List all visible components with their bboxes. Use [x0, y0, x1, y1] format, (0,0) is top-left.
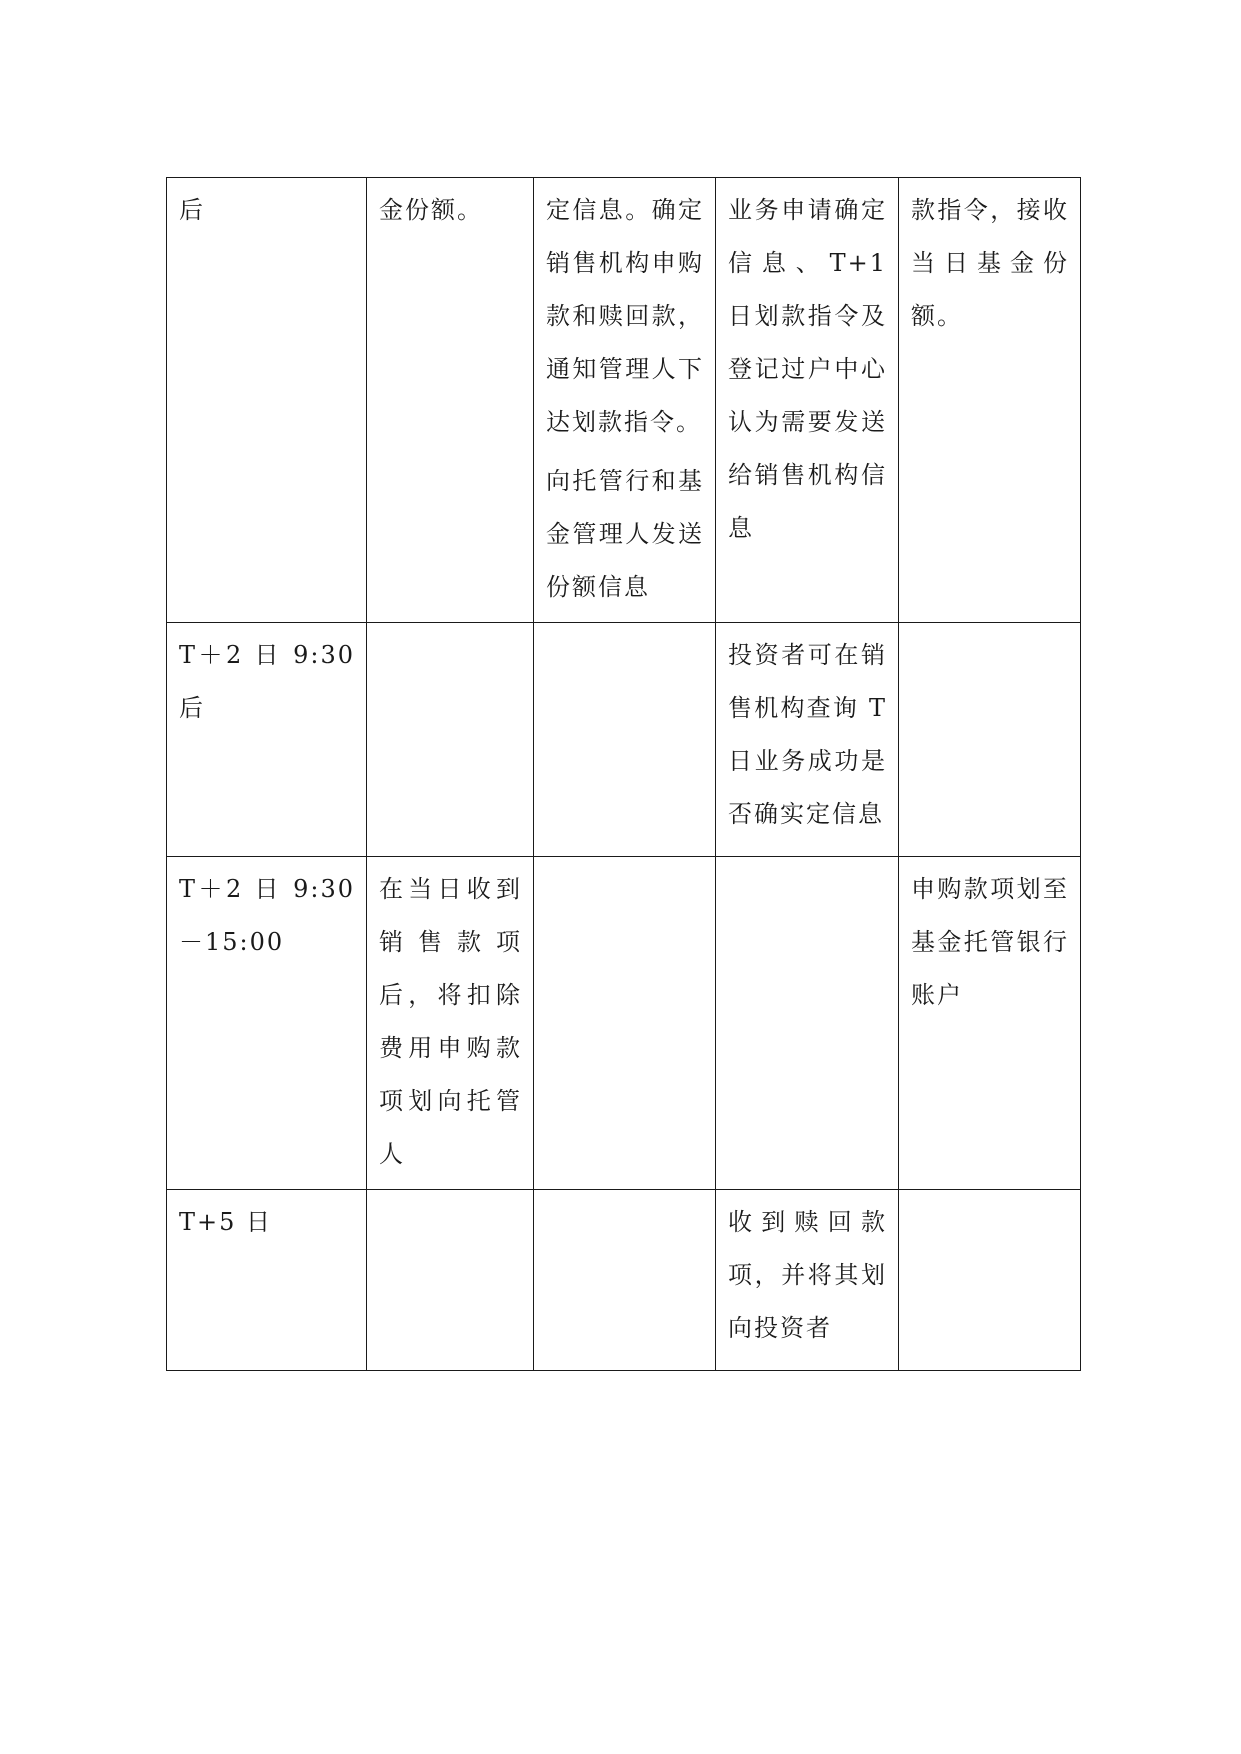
table-row [167, 623, 1081, 857]
table-cell [534, 1190, 716, 1371]
cell-text: T＋2 日 9:30－15:00 [179, 875, 355, 956]
table-cell [899, 178, 1081, 623]
table-cell [716, 857, 899, 1190]
time-cell [167, 178, 367, 623]
time-cell [167, 623, 367, 857]
table-cell [534, 857, 716, 1190]
cell-text: 后 [179, 196, 205, 224]
cell-text: 业务申请确定信息、T+1 日划款指令及登记过户中心认为需要发送给销售机构信息 [728, 196, 887, 542]
cell-text: 定信息。确定销售机构申购款和赎回款，通知管理人下达划款指令。 [546, 196, 704, 436]
cell-text: 申购款项划至基金托管银行账户 [911, 875, 1069, 1009]
time-cell [167, 857, 367, 1190]
cell-text: T+5 日 [179, 1208, 273, 1236]
cell-text: 向托管行和基金管理人发送份额信息 [546, 467, 704, 601]
table-cell [899, 1190, 1081, 1371]
table-row [167, 178, 1081, 623]
cell-text: 款指令，接收当日基金份额。 [911, 196, 1069, 330]
time-cell [167, 1190, 367, 1371]
table-cell [367, 857, 534, 1190]
table-cell [367, 1190, 534, 1371]
table-cell [899, 623, 1081, 857]
cell-text: 在当日收到销售款项后，将扣除费用申购款项划向托管人 [379, 875, 522, 1168]
table-cell [716, 1190, 899, 1371]
table-cell [367, 623, 534, 857]
settlement-schedule-table [166, 177, 1081, 1371]
table-cell [899, 857, 1081, 1190]
table-cell [716, 178, 899, 623]
table-cell [534, 178, 716, 623]
table-row [167, 1190, 1081, 1371]
cell-text: 投资者可在销售机构查询 T 日业务成功是否确实定信息 [728, 641, 887, 828]
table-cell [534, 623, 716, 857]
cell-text: 金份额。 [379, 196, 483, 224]
cell-text: T＋2 日 9:30 后 [179, 641, 355, 722]
table-cell [716, 623, 899, 857]
table-row [167, 857, 1081, 1190]
table-cell [367, 178, 534, 623]
cell-text: 收到赎回款项，并将其划向投资者 [728, 1208, 887, 1342]
